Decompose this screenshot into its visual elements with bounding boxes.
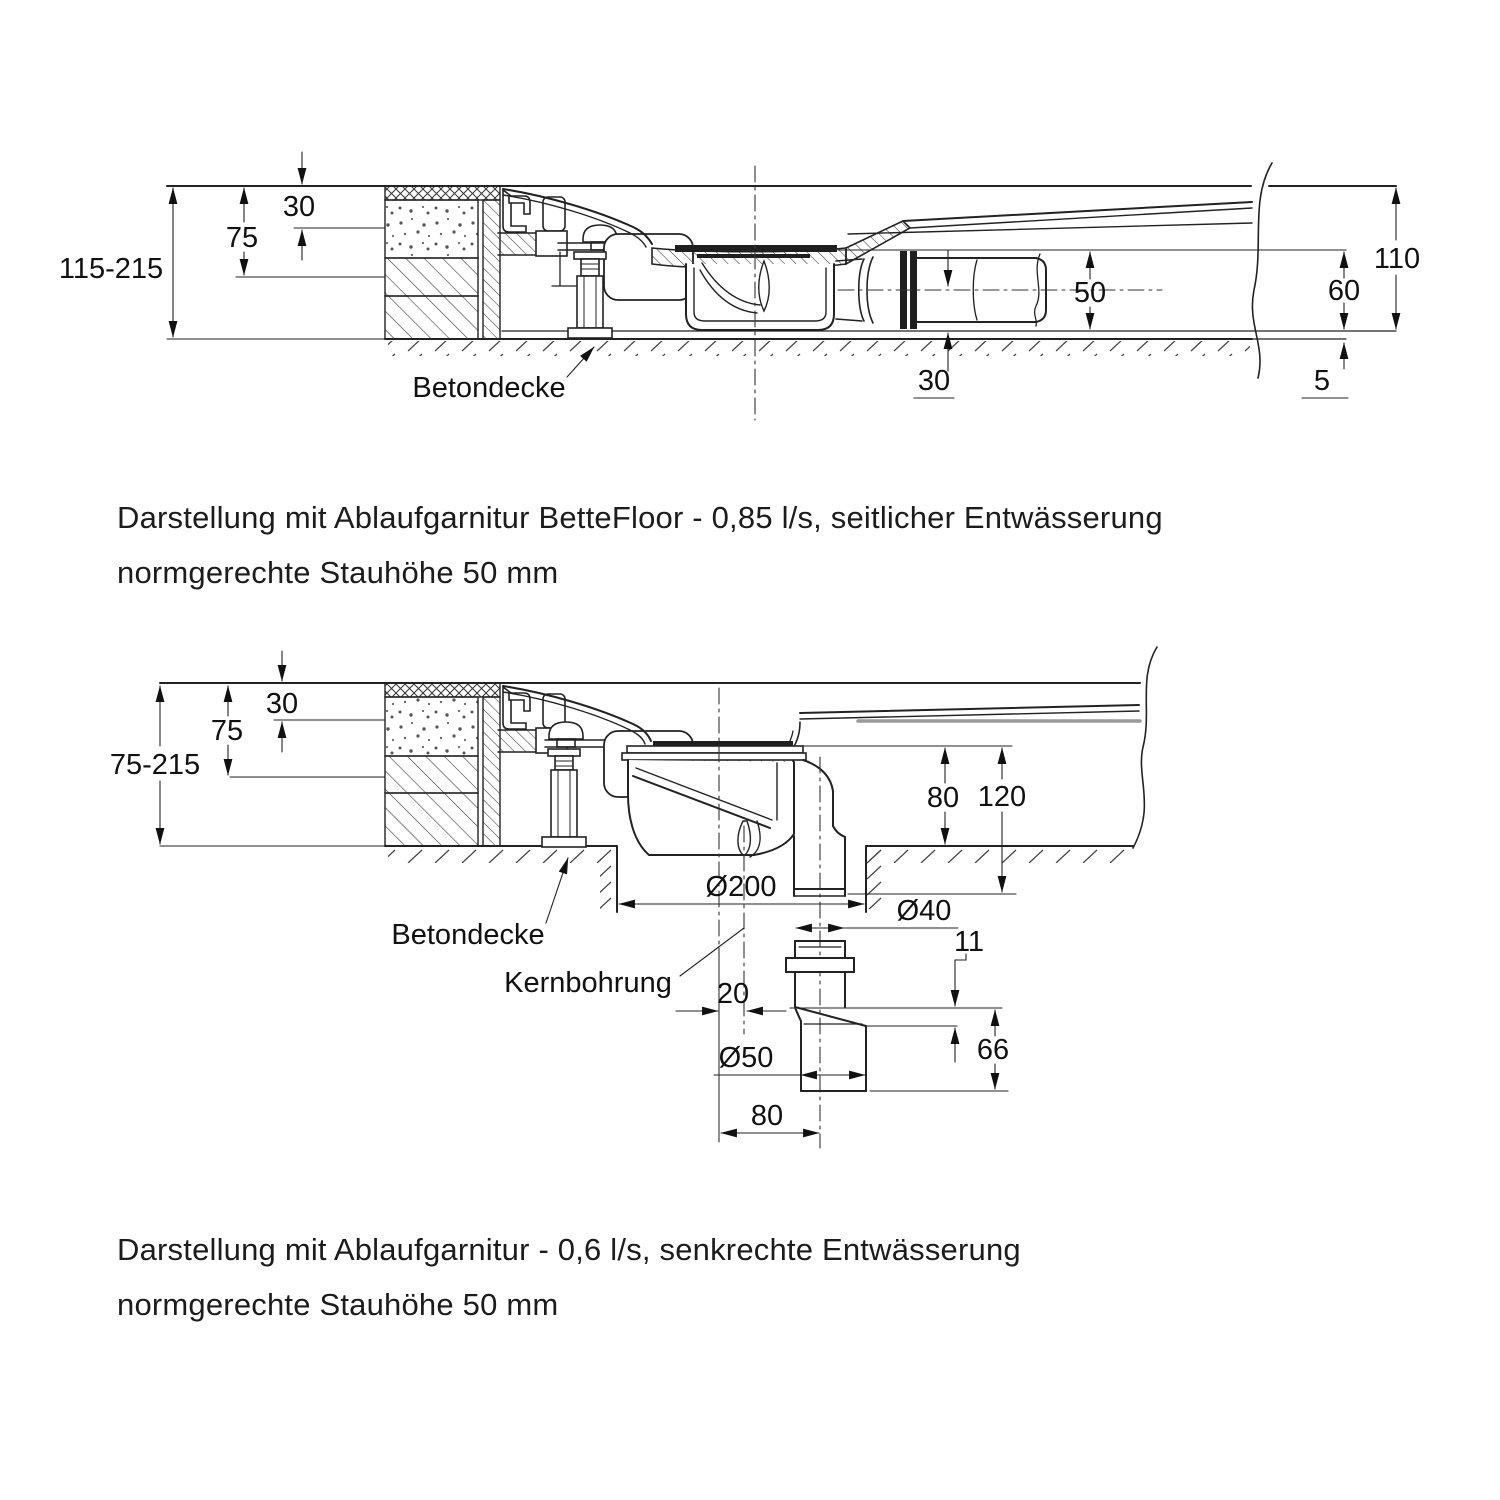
dim-75-wall: 75 xyxy=(225,222,259,254)
fig1-tray-sheet xyxy=(167,186,1396,269)
insulation-layer-a xyxy=(385,258,478,296)
dim-20: 20 xyxy=(716,978,750,1010)
drain-grate xyxy=(675,245,837,252)
dim-50: 50 xyxy=(1073,277,1107,309)
fig2-break-line xyxy=(1133,647,1157,848)
fig2-frame-profile xyxy=(498,687,620,753)
betondecke-leader xyxy=(546,858,568,923)
fig2-floor xyxy=(160,846,1133,912)
fig2-drain-fitting xyxy=(786,941,866,1091)
figure2-caption-line2: normgerechte Stauhöhe 50 mm xyxy=(117,1287,559,1322)
figure1-caption-line1: Darstellung mit Ablaufgarnitur BetteFloor - 0,85 l/s, seitlicher Entwässerung xyxy=(117,500,1163,535)
pipe-collar xyxy=(786,958,854,972)
fig2-adjustable-foot xyxy=(542,749,586,847)
figure2-caption xyxy=(117,1222,1417,1332)
betondecke-label: Betondecke xyxy=(391,919,545,951)
figure1-caption xyxy=(117,490,1417,600)
clamp xyxy=(549,722,583,739)
insulation-layer-b xyxy=(385,793,478,846)
dim-110: 110 xyxy=(1373,243,1421,275)
dim-dia50: Ø50 xyxy=(718,1042,774,1074)
dim-60: 60 xyxy=(1327,275,1361,307)
mortar-bed xyxy=(498,730,538,752)
tile-layer xyxy=(385,683,500,697)
fig1-floor xyxy=(167,331,1396,356)
betondecke-label: Betondecke xyxy=(412,372,566,404)
dim-75-wall: 75 xyxy=(210,715,244,747)
fig2-wall-buildup xyxy=(385,683,500,846)
mortar-bed xyxy=(498,233,538,255)
dim-dia40: Ø40 xyxy=(896,895,952,927)
figure2-caption-line1: Darstellung mit Ablaufgarnitur - 0,6 l/s, senkrechte Entwässerung xyxy=(117,1232,1021,1267)
screed-layer xyxy=(385,200,478,258)
dim-66: 66 xyxy=(976,1034,1010,1066)
edge-strip xyxy=(483,200,500,339)
kernbohrung-leader xyxy=(680,928,744,976)
dim-80-offset: 80 xyxy=(750,1100,784,1132)
dim-range: 115-215 xyxy=(58,253,164,285)
insulation-layer-b xyxy=(385,296,478,339)
dim-120: 120 xyxy=(977,781,1027,813)
dim-30-wall: 30 xyxy=(282,191,316,223)
insulation-layer-a xyxy=(385,756,478,793)
fig1-break-line xyxy=(1252,163,1272,378)
fig1-drain-body xyxy=(686,261,834,330)
edge-strip xyxy=(483,697,500,846)
figure1-caption-line2: normgerechte Stauhöhe 50 mm xyxy=(117,555,559,590)
kernbohrung-label: Kernbohrung xyxy=(504,967,672,999)
figure2-section-drawing xyxy=(110,647,1157,1148)
dim-30-wall: 30 xyxy=(265,688,299,720)
dim-11: 11 xyxy=(953,926,985,958)
dim-range: 75-215 xyxy=(109,749,201,781)
fig1-wall-buildup xyxy=(385,186,500,339)
dim-30-pipe: 30 xyxy=(917,365,951,397)
tile-layer xyxy=(385,186,500,200)
screed-layer xyxy=(385,697,478,756)
dim-80-height: 80 xyxy=(926,782,960,814)
figure1-section-drawing xyxy=(59,152,1420,420)
dim-5: 5 xyxy=(1313,365,1331,397)
dim-dia200: Ø200 xyxy=(705,871,777,903)
